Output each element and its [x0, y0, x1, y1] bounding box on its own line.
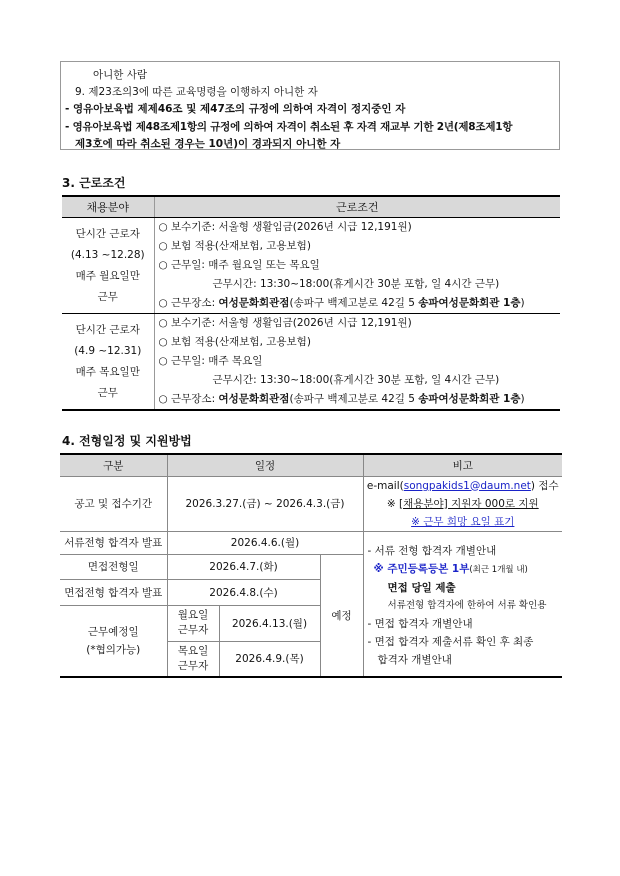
table-row: 목요일 근무자 2026.4.9.(목): [60, 641, 562, 677]
table-row: [62, 314, 560, 411]
eligibility-box: [60, 61, 560, 150]
field-cell: 단시간 근로자 (4.13 ~12.28) 매주 월요일만 근무: [62, 218, 154, 314]
table-header: 구분: [60, 454, 167, 476]
application-note: e-mail(songpakids1@daum.net) 접수 ※ [채용분야] 지원자 000로 지원 ※ 근무 희망 요일 표기: [363, 476, 562, 531]
table-header: 일정: [167, 454, 363, 476]
field-cell: 단시간 근로자 (4.9 ~12.31) 매주 목요일만 근무: [62, 314, 154, 411]
eligibility-line: - 영유아보육법 제48조제1항의 규정에 의하여 자격이 취소된 후 자격 재교부 기한 2년(제8조제1항: [65, 121, 513, 133]
table-row: 서류전형 합격자 발표 2026.4.6.(월) - 서류 전형 합격자 개별안내 ※ 주민등록등본 1부(최근 1개월 내) 면접 당일 제출 서류전형 합격자에 한하여 서류 확인용 - 면접 합격자 개별안내 - 면접 합격자 제출서류 확인 후 최종 합격자 개별안내: [60, 531, 562, 554]
table-row: 면접전형 합격자 발표 2026.4.8.(수): [60, 579, 562, 605]
eligibility-line: 아니한 사람: [93, 69, 148, 81]
table-header: 채용분야: [62, 196, 154, 218]
email-link[interactable]: songpakids1@daum.net: [403, 479, 531, 492]
section-title: 3. 근로조건: [62, 176, 126, 190]
table-header: 비고: [363, 454, 562, 476]
eligibility-line: - 영유아보육법 제제46조 및 제47조의 규정에 의하여 자격이 정지중인 자: [65, 103, 406, 115]
section-title: 4. 전형일정 및 지원방법: [62, 434, 192, 448]
conditions-cell: ○ 보수기준: 서울형 생활임금(2026년 시급 12,191원) ○ 보험 적용(산재보험, 고용보험) ○ 근무일: 매주 목요일 근무시간: 13:30~18:00(휴게시간 30분 포함, 일 4시간 근무) ○ 근무장소: 여성문화회관점(송파구 백제고분로 42길 5 송파여성문화회관 1층): [158, 317, 525, 405]
process-note: - 서류 전형 합격자 개별안내 ※ 주민등록등본 1부(최근 1개월 내) 면접 당일 제출 서류전형 합격자에 한하여 서류 확인용 - 면접 합격자 개별안내 - 면접 합격자 제출서류 확인 후 최종 합격자 개별안내: [363, 531, 562, 677]
work-conditions-table: [62, 195, 560, 411]
conditions-cell: ○ 보수기준: 서울형 생활임금(2026년 시급 12,191원) ○ 보험 적용(산재보험, 고용보험) ○ 근무일: 매주 월요일 또는 목요일 근무시간: 13:30~18:00(휴게시간 30분 포함, 일 4시간 근무) ○ 근무장소: 여성문화회관점(송파구 백제고분로 42길 5 송파여성문화회관 1층): [154, 218, 560, 314]
table-row: 공고 및 접수기간 2026.3.27.(금) ~ 2026.4.3.(금) e-mail(songpakids1@daum.net) 접수 ※ [채용분야] 지원자 000로 지원 ※ 근무 희망 요일 표기: [60, 476, 562, 531]
table-row: [62, 218, 560, 314]
table-header: 근로조건: [154, 196, 560, 218]
schedule-table: [60, 453, 562, 678]
start-date-label: 근무예정일 (*협의가능): [60, 605, 167, 677]
planned-cell: 예정: [320, 554, 363, 677]
eligibility-line: 제3호에 따라 취소된 경우는 10년)이 경과되지 아니한 자: [75, 138, 341, 150]
table-row: 근무예정일 (*협의가능) 월요일 근무자 2026.4.13.(월): [60, 605, 562, 641]
table-row: 면접전형일 2026.4.7.(화) 예정: [60, 554, 562, 579]
eligibility-line: 9. 제23조의3에 따른 교육명령을 이행하지 아니한 자: [75, 86, 318, 98]
